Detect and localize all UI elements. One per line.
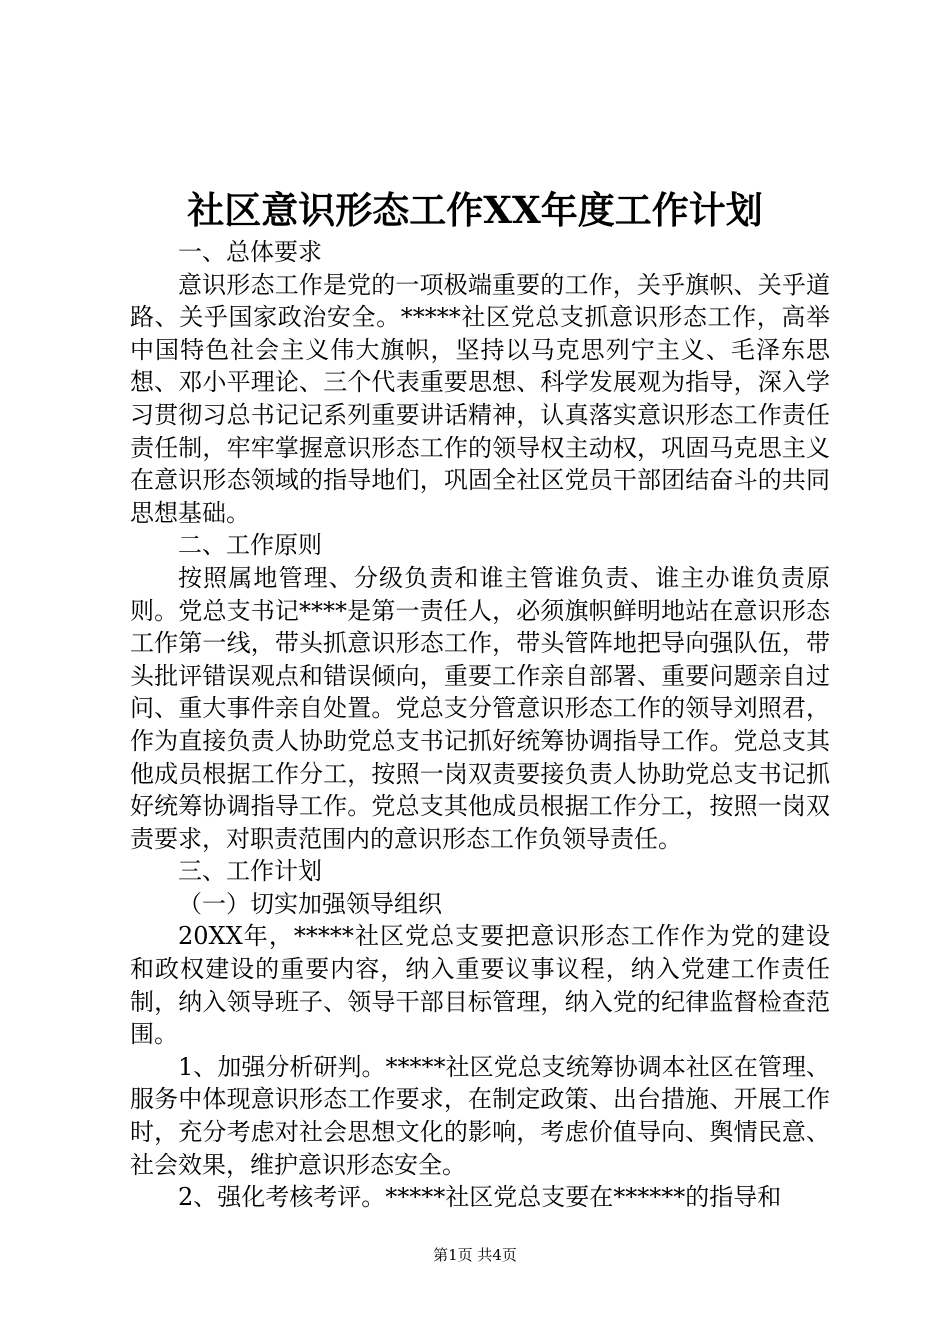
body-paragraph: 意识形态工作是党的一项极端重要的工作，关乎旗帜、关乎道路、关乎国家政治安全。*****社区党总支抓意识形态工作，高举中国特色社会主义伟大旗帜，坚持以马克思列宁主义、毛泽东思想、邓小平理论、三个代表重要思想、科学发展观为指导，深入学习贯彻习总书记记系列重要讲话精神，认真落实意识形态工作责任责任制，牢牢掌握意识形态工作的领导权主动权，巩固马克思主义在意识形态领域的指导地们，巩固全社区党员干部团结奋斗的共同思想基础。: [130, 270, 830, 527]
section-heading: 三、工作计划: [178, 857, 322, 886]
page-number-footer: 第1页 共4页: [433, 1246, 517, 1264]
body-paragraph: 2、强化考核考评。*****社区党总支要在******的指导和: [178, 1183, 782, 1212]
document-body: [130, 236, 830, 1214]
document-title: 社区意识形态工作XX年度工作计划: [187, 188, 763, 232]
body-paragraph: 按照属地管理、分级负责和谁主管谁负责、谁主办谁负责原则。党总支书记****是第一责任人，必须旗帜鲜明地站在意识形态工作第一线，带头抓意识形态工作，带头管阵地把导向强队伍，带头批评错误观点和错误倾向，重要工作亲自部署、重要问题亲自过问、重大事件亲自处置。党总支分管意识形态工作的领导刘照君，作为直接负责人协助党总支书记抓好统筹协调指导工作。党总支其他成员根据工作分工，按照一岗双责要接负责人协助党总支书记抓好统筹协调指导工作。党总支其他成员根据工作分工，按照一岗双责要求，对职责范围内的意识形态工作负领导责任。: [130, 563, 830, 853]
subsection-heading: （一）切实加强领导组织: [178, 889, 442, 918]
section-heading: 一、总体要求: [178, 238, 322, 266]
section-heading: 二、工作原则: [178, 531, 322, 560]
body-paragraph: 1、加强分析研判。*****社区党总支统筹协调本社区在管理、服务中体现意识形态工作要求，在制定政策、出台措施、开展工作时，充分考虑对社会思想文化的影响，考虑价值导向、舆情民意、社会效果，维护意识形态安全。: [130, 1052, 830, 1179]
body-paragraph: 20XX年，*****社区党总支要把意识形态工作作为党的建设和政权建设的重要内容，纳入重要议事议程，纳入党建工作责任制，纳入领导班子、领导干部目标管理，纳入党的纪律监督检查范围。: [130, 922, 830, 1049]
